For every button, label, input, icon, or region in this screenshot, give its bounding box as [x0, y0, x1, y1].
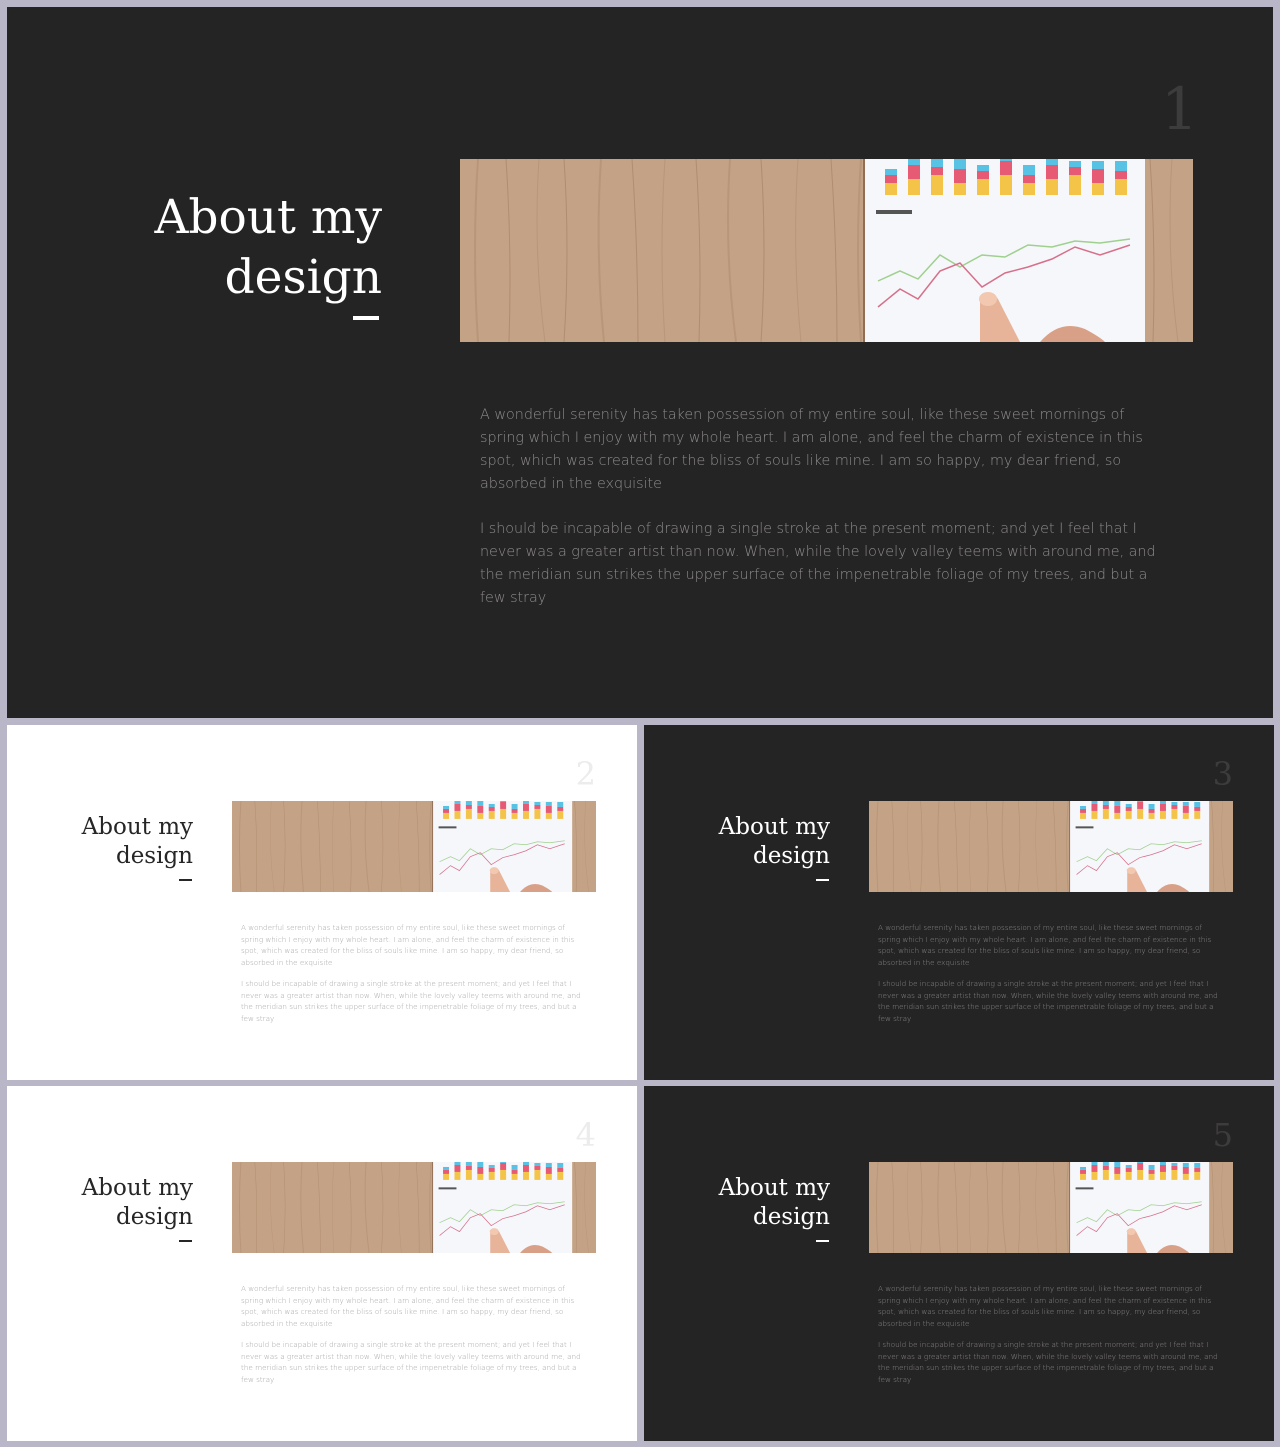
body-text: [878, 922, 1223, 1024]
paragraph-2: I should be incapable of drawing a single stroke at the present moment; and yet I feel that I never was a greater artist than now. When, while the lovely valley teems with around me, and the meridian sun strikes the upper surface of the impenetrable foliage of my trees, and but a few stray: [878, 1340, 1218, 1384]
slide-number: 3: [1212, 755, 1233, 793]
title-underline: [179, 879, 192, 881]
slide-title-line-2: design: [752, 1204, 830, 1231]
slide-title-line-1: About my: [81, 814, 193, 840]
title-underline: [179, 1240, 192, 1242]
slide-title: [719, 813, 830, 872]
body-text: [241, 922, 586, 1024]
slide-title-line-2: design: [115, 843, 193, 870]
slide-2[interactable]: [7, 725, 637, 1080]
desk-chart-photo: [232, 1162, 596, 1253]
slide-title-line-2: design: [115, 1204, 193, 1231]
slide-4[interactable]: [7, 1086, 637, 1441]
slide-1[interactable]: [7, 7, 1273, 718]
body-text: [878, 1283, 1223, 1385]
title-underline: [353, 316, 379, 320]
slide-3[interactable]: [644, 725, 1274, 1080]
desk-chart-photo: [460, 159, 1193, 342]
paragraph-1: A wonderful serenity has taken possession of my entire soul, like these sweet mornings of spring which I enjoy with my whole heart. I am alone, and feel the charm of existence in this spot, which was created for the bliss of souls like mine. I am so happy, my dear friend, so absorbed in the exquisite: [241, 923, 575, 967]
slide-title-line-1: About my: [718, 1175, 830, 1201]
paragraph-2: I should be incapable of drawing a single stroke at the present moment; and yet I feel that I never was a greater artist than now. When, while the lovely valley teems with around me, and the meridian sun strikes the upper surface of the impenetrable foliage of my trees, and but a few stray: [241, 1340, 581, 1384]
title-underline: [816, 1240, 829, 1242]
slide-5[interactable]: [644, 1086, 1274, 1441]
paragraph-2: I should be incapable of drawing a single stroke at the present moment; and yet I feel that I never was a greater artist than now. When, while the lovely valley teems with around me, and the meridian sun strikes the upper surface of the impenetrable foliage of my trees, and but a few stray: [480, 521, 1156, 606]
slide-title-line-2: design: [224, 250, 382, 306]
slide-title: [82, 813, 193, 872]
slide-title: [82, 1174, 193, 1233]
slide-title-line-1: About my: [718, 814, 830, 840]
body-text: [480, 404, 1170, 610]
slide-number: 4: [575, 1116, 596, 1154]
slide-number: 2: [575, 755, 596, 793]
slide-title: [719, 1174, 830, 1233]
slide-number: 5: [1212, 1116, 1233, 1154]
slide-title: [154, 188, 382, 308]
paragraph-1: A wonderful serenity has taken possession of my entire soul, like these sweet mornings of spring which I enjoy with my whole heart. I am alone, and feel the charm of existence in this spot, which was created for the bliss of souls like mine. I am so happy, my dear friend, so absorbed in the exquisite: [241, 1284, 575, 1328]
paragraph-1: A wonderful serenity has taken possession of my entire soul, like these sweet mornings of spring which I enjoy with my whole heart. I am alone, and feel the charm of existence in this spot, which was created for the bliss of souls like mine. I am so happy, my dear friend, so absorbed in the exquisite: [878, 1284, 1212, 1328]
slide-title-line-2: design: [752, 843, 830, 870]
paragraph-1: A wonderful serenity has taken possession of my entire soul, like these sweet mornings of spring which I enjoy with my whole heart. I am alone, and feel the charm of existence in this spot, which was created for the bliss of souls like mine. I am so happy, my dear friend, so absorbed in the exquisite: [878, 923, 1212, 967]
slide-number: 1: [1161, 75, 1198, 143]
paragraph-2: I should be incapable of drawing a single stroke at the present moment; and yet I feel that I never was a greater artist than now. When, while the lovely valley teems with around me, and the meridian sun strikes the upper surface of the impenetrable foliage of my trees, and but a few stray: [878, 979, 1218, 1023]
body-text: [241, 1283, 586, 1385]
slide-title-line-1: About my: [154, 190, 382, 245]
paragraph-2: I should be incapable of drawing a single stroke at the present moment; and yet I feel that I never was a greater artist than now. When, while the lovely valley teems with around me, and the meridian sun strikes the upper surface of the impenetrable foliage of my trees, and but a few stray: [241, 979, 581, 1023]
slide-title-line-1: About my: [81, 1175, 193, 1201]
desk-chart-photo: [869, 801, 1233, 892]
desk-chart-photo: [232, 801, 596, 892]
paragraph-1: A wonderful serenity has taken possession of my entire soul, like these sweet mornings of spring which I enjoy with my whole heart. I am alone, and feel the charm of existence in this spot, which was created for the bliss of souls like mine. I am so happy, my dear friend, so absorbed in the exquisite: [480, 407, 1143, 492]
desk-chart-photo: [869, 1162, 1233, 1253]
title-underline: [816, 879, 829, 881]
